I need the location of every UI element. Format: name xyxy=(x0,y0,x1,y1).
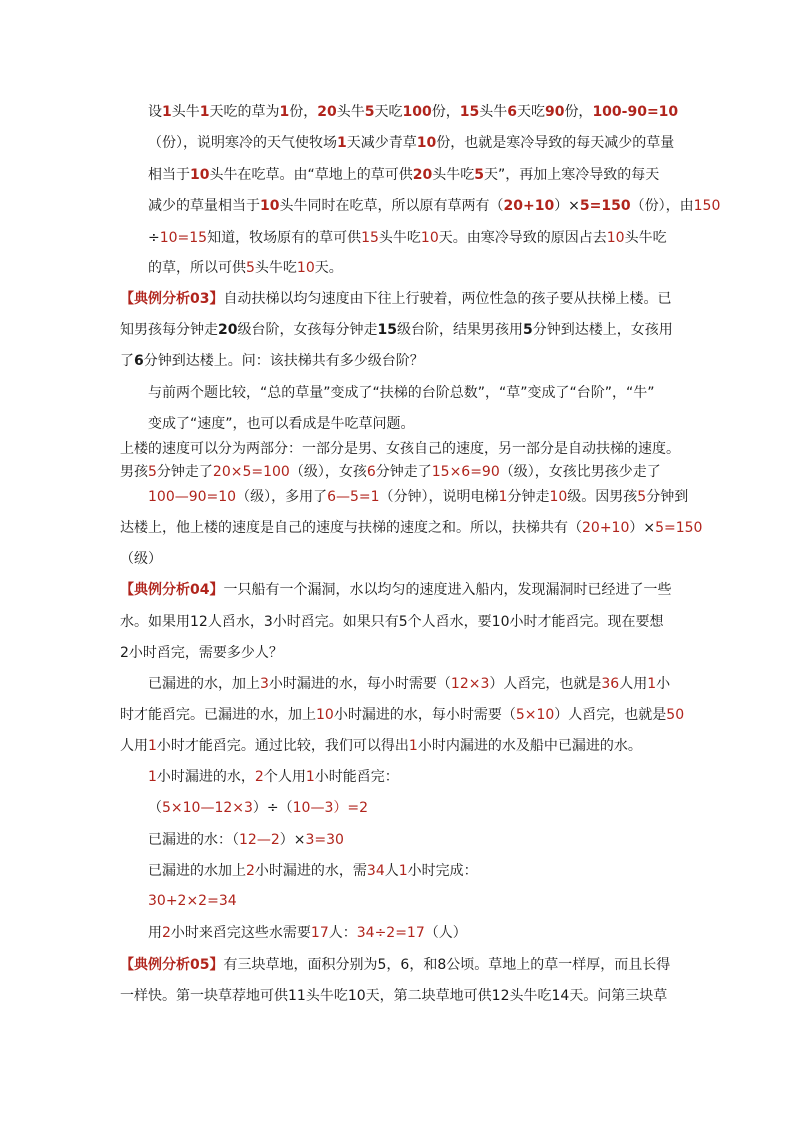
text-segment: 10 xyxy=(296,260,315,276)
text-segment: 与前两个题比较，“总的草量”变成了“扶梯的台阶总数”，“草”变成了“台阶”，“牛” xyxy=(148,385,655,401)
text-segment: 2 xyxy=(120,645,129,661)
text-segment: 10 xyxy=(416,135,437,151)
text-segment: 天”，再加上寒冷导致的每天 xyxy=(483,167,660,183)
text-segment: （份），由 xyxy=(630,198,694,214)
text-segment: 1 xyxy=(398,863,408,879)
solution-1-line xyxy=(148,102,678,122)
text-segment: 34 xyxy=(366,863,385,879)
text-segment: 30+2×2=34 xyxy=(148,893,237,909)
text-segment: 头牛吃 xyxy=(378,230,421,246)
text-segment: 20 xyxy=(317,104,337,120)
text-segment: （级），女孩 xyxy=(289,464,367,480)
text-segment: 150 xyxy=(693,198,721,214)
text-segment: 6 xyxy=(134,353,144,369)
text-segment: 8 xyxy=(437,957,447,973)
text-segment: 人 xyxy=(384,863,399,879)
text-segment: ）× xyxy=(279,832,306,848)
solution-1-line xyxy=(148,258,343,278)
text-segment: 头牛吃 xyxy=(254,260,297,276)
solution-1-line xyxy=(148,133,674,153)
text-segment: 有三块草地，面积分别为 xyxy=(223,957,378,973)
text-segment: 用 xyxy=(148,925,162,941)
text-segment: 20 xyxy=(412,167,433,183)
text-segment: 级台阶，女孩每分钟走 xyxy=(237,322,378,338)
solution-3-line xyxy=(120,518,702,538)
text-segment: ， xyxy=(386,957,401,973)
text-segment: 小时完成： xyxy=(407,863,478,879)
text-segment: 分钟走了 xyxy=(375,464,432,480)
text-segment: 3=30 xyxy=(305,832,344,848)
text-segment: 天，第二块草地可供 xyxy=(365,988,492,1004)
solution-3-line xyxy=(120,462,661,482)
text-segment: 一只船有一个漏洞，水以均匀的速度进入船内，发现漏洞时已经进了一些 xyxy=(223,582,672,598)
text-segment: 6 xyxy=(400,957,410,973)
text-segment: 设 xyxy=(148,104,162,120)
text-segment: 10 xyxy=(316,707,334,723)
text-segment: 1 xyxy=(647,676,657,692)
text-segment: 级。因男孩 xyxy=(567,489,638,505)
text-segment: 知道，牧场原有的草可供 xyxy=(207,230,362,246)
text-segment: 天吃 xyxy=(374,104,403,120)
text-segment: 10 xyxy=(260,198,280,214)
solution-4-line xyxy=(148,891,237,911)
text-segment: 天。由寒冷导致的原因占去 xyxy=(438,230,607,246)
text-segment: 小时才能舀完。现在要想 xyxy=(509,614,664,630)
text-segment: 头牛吃 xyxy=(624,230,667,246)
text-segment: 5 xyxy=(474,167,484,183)
text-segment: ÷ xyxy=(148,230,160,246)
text-segment: 人用 xyxy=(120,738,148,754)
text-segment: 头牛吃 xyxy=(509,988,552,1004)
text-segment: 公顷。草地上的草一样厚，而且长得 xyxy=(446,957,671,973)
text-segment: 头牛在吃草。由“草地上的草可供 xyxy=(209,167,413,183)
text-segment: 5×10—12×3 xyxy=(162,800,253,816)
text-segment: 水。如果用 xyxy=(120,614,190,630)
text-segment: 份， xyxy=(431,104,460,120)
text-segment: 10 xyxy=(190,167,210,183)
text-segment: 头牛吃 xyxy=(432,167,475,183)
text-segment: 20+10 xyxy=(582,520,630,536)
text-segment: 12—2 xyxy=(239,832,280,848)
text-segment: （ xyxy=(148,800,162,816)
text-segment: 自动扶梯以均匀速度由下往上行驶着，两位性急的孩子要从扶梯上楼。已 xyxy=(223,291,672,307)
text-segment: 15 xyxy=(361,230,379,246)
example-label: 【典例分析03】 xyxy=(120,291,224,307)
text-segment: 10 xyxy=(491,614,510,630)
text-segment: 小时能舀完： xyxy=(314,769,399,785)
text-segment: 1 xyxy=(305,769,315,785)
solution-4-line xyxy=(148,923,467,943)
example-03-line xyxy=(120,289,671,309)
text-segment: 1 xyxy=(148,769,157,785)
text-segment: 10=15 xyxy=(159,230,208,246)
example-03-line xyxy=(120,320,673,340)
text-segment: 小时漏进的水，每小时需要（ xyxy=(333,707,516,723)
text-segment: 5×10 xyxy=(515,707,555,723)
text-segment: 5=150 xyxy=(655,520,703,536)
text-segment: 5=150 xyxy=(579,198,631,214)
solution-3-line xyxy=(148,383,655,403)
example-label: 【典例分析04】 xyxy=(120,582,224,598)
text-segment: 12×3 xyxy=(450,676,490,692)
text-segment: 天减少青草 xyxy=(346,135,417,151)
text-segment: 相当于 xyxy=(148,167,190,183)
text-segment: 15 xyxy=(459,104,480,120)
text-segment: 5 xyxy=(398,614,408,630)
text-segment: 一样快。第一块草荐地可供 xyxy=(120,988,288,1004)
text-segment: 男孩 xyxy=(120,464,148,480)
text-segment: 12 xyxy=(190,614,208,630)
text-segment: 5 xyxy=(377,957,387,973)
solution-3-line xyxy=(120,439,680,459)
text-segment: 14 xyxy=(551,988,570,1004)
text-segment: 变成了“速度”，也可以看成是牛吃草问题。 xyxy=(148,416,415,432)
text-segment: 时才能舀完。已漏进的水，加上 xyxy=(120,707,316,723)
text-segment: 20 xyxy=(218,322,238,338)
text-segment: 减少的草量相当于 xyxy=(148,198,260,214)
text-segment: 人用 xyxy=(619,676,648,692)
example-04-line xyxy=(120,612,664,632)
text-segment: 5 xyxy=(148,464,157,480)
text-segment: 小时内漏进的水及船中已漏进的水。 xyxy=(417,738,642,754)
solution-4-line xyxy=(148,830,344,850)
example-04-line xyxy=(120,580,671,600)
text-segment: 的草，所以可供 xyxy=(148,260,246,276)
text-segment: 11 xyxy=(288,988,306,1004)
example-label: 【典例分析05】 xyxy=(120,957,224,973)
text-segment: ）× xyxy=(554,198,580,214)
text-segment: 34÷2=17 xyxy=(356,925,425,941)
text-segment: ）人舀完，也就是 xyxy=(489,676,602,692)
text-segment: 36 xyxy=(601,676,620,692)
text-segment: 1 xyxy=(337,135,347,151)
text-segment: 个人用 xyxy=(263,769,306,785)
text-segment: （分钟），说明电梯 xyxy=(379,489,499,505)
text-segment: 份， xyxy=(289,104,318,120)
text-segment: 头牛 xyxy=(479,104,508,120)
solution-4-line xyxy=(148,798,368,818)
solution-1-line xyxy=(148,228,667,248)
text-segment: 15×6=90 xyxy=(431,464,500,480)
text-segment: 小时漏进的水，需 xyxy=(254,863,367,879)
text-segment: （人） xyxy=(424,925,467,941)
text-segment: 分钟走 xyxy=(507,489,550,505)
text-segment: 小时舀完。如果只有 xyxy=(272,614,399,630)
text-segment: 6—5=1 xyxy=(327,489,380,505)
text-segment: 小时漏进的水，每小时需要（ xyxy=(268,676,451,692)
text-segment: 分钟走了 xyxy=(156,464,213,480)
text-segment: ）人舀完，也就是 xyxy=(554,707,667,723)
example-04-line xyxy=(120,643,283,663)
text-segment: 了 xyxy=(120,353,134,369)
text-segment: （份），说明寒冷的天气使牧场 xyxy=(148,135,337,151)
text-segment: 1 xyxy=(279,104,290,120)
text-segment: 小时舀完，需要多少人？ xyxy=(128,645,283,661)
text-segment: 个人舀水，要 xyxy=(407,614,492,630)
text-segment: （级），多用了 xyxy=(236,489,328,505)
text-segment: 6 xyxy=(507,104,517,120)
solution-1-line xyxy=(148,196,720,216)
text-segment: 3 xyxy=(260,676,269,692)
text-segment: 天。问第三块草 xyxy=(569,988,668,1004)
text-segment: 小时来舀完这些水需要 xyxy=(170,925,311,941)
text-segment: 头牛 xyxy=(336,104,365,120)
text-segment: 3 xyxy=(263,614,273,630)
text-segment: 分钟到达楼上，女孩用 xyxy=(532,322,673,338)
text-segment: 2 xyxy=(162,925,171,941)
text-segment: 10 xyxy=(347,988,366,1004)
text-segment: 已漏进的水加上 xyxy=(148,863,246,879)
text-segment: 上楼的速度可以分为两部分：一部分是男、女孩自己的速度，另一部分是自动扶梯的速度。 xyxy=(120,441,680,457)
text-segment: 达楼上，他上楼的速度是自己的速度与扶梯的速度之和。所以，扶梯共有（ xyxy=(120,520,582,536)
text-segment: 份， xyxy=(564,104,593,120)
text-segment: 已漏进的水：（ xyxy=(148,832,239,848)
text-segment: （级），女孩比男孩少走了 xyxy=(499,464,661,480)
text-segment: 10 xyxy=(606,230,625,246)
text-segment: 12 xyxy=(491,988,510,1004)
solution-1-line xyxy=(148,165,659,185)
example-05-line xyxy=(120,986,667,1006)
text-segment: ）× xyxy=(629,520,656,536)
text-segment: 1 xyxy=(199,104,210,120)
text-segment: 1 xyxy=(408,738,418,754)
text-segment: 人： xyxy=(328,925,357,941)
text-segment: 小时漏进的水， xyxy=(156,769,255,785)
text-segment: 分钟到 xyxy=(646,489,689,505)
text-segment: 天。 xyxy=(314,260,343,276)
text-segment: 17 xyxy=(310,925,329,941)
text-segment: 10—3 xyxy=(292,800,334,816)
text-segment: 90 xyxy=(544,104,565,120)
solution-3-line xyxy=(148,414,415,434)
solution-4-line xyxy=(148,767,399,787)
text-segment: 头牛吃 xyxy=(305,988,348,1004)
text-segment: ）=2 xyxy=(333,800,369,816)
example-03-line xyxy=(120,351,424,371)
text-segment: 100—90=10 xyxy=(148,489,237,505)
text-segment: 5 xyxy=(364,104,375,120)
text-segment: 2 xyxy=(246,863,255,879)
text-segment: 头牛 xyxy=(171,104,200,120)
text-segment: 级台阶，结果男孩用 xyxy=(396,322,523,338)
text-segment: 2 xyxy=(254,769,264,785)
text-segment: 20×5=100 xyxy=(212,464,290,480)
text-segment: 1 xyxy=(162,104,172,120)
text-segment: 天吃 xyxy=(516,104,545,120)
text-segment: 分钟到达楼上。问：该扶梯共有多少级台阶？ xyxy=(143,353,424,369)
text-segment: 10 xyxy=(549,489,568,505)
text-segment: 5 xyxy=(522,322,533,338)
text-segment: （级） xyxy=(120,551,162,567)
text-segment: 1 xyxy=(498,489,508,505)
text-segment: 知男孩每分钟走 xyxy=(120,322,218,338)
example-05-line xyxy=(120,955,670,975)
text-segment: 100-90=10 xyxy=(592,104,679,120)
text-segment: 人舀水， xyxy=(207,614,264,630)
solution-3-line xyxy=(120,549,162,569)
text-segment: 100 xyxy=(402,104,432,120)
text-segment: 1 xyxy=(148,738,157,754)
solution-4-line xyxy=(120,736,642,756)
text-segment: 小时才能舀完。通过比较，我们可以得出 xyxy=(156,738,409,754)
solution-4-line xyxy=(148,674,670,694)
text-segment: ，和 xyxy=(409,957,438,973)
text-segment: 10 xyxy=(420,230,439,246)
text-segment: 头牛同时在吃草，所以原有草两有（ xyxy=(279,198,504,214)
text-segment: 小 xyxy=(656,676,671,692)
text-segment: 天吃的草为 xyxy=(209,104,280,120)
text-segment: ）÷（ xyxy=(252,800,293,816)
solution-3-line xyxy=(148,487,688,507)
text-segment: 15 xyxy=(377,322,397,338)
text-segment: 6 xyxy=(366,464,376,480)
text-segment: 已漏进的水，加上 xyxy=(148,676,260,692)
text-segment: 50 xyxy=(666,707,685,723)
text-segment: 20+10 xyxy=(503,198,555,214)
solution-4-line xyxy=(148,861,478,881)
text-segment: 5 xyxy=(246,260,255,276)
text-segment: 5 xyxy=(637,489,647,505)
solution-4-line xyxy=(120,705,684,725)
text-segment: 份，也就是寒冷导致的每天减少的草量 xyxy=(436,135,675,151)
